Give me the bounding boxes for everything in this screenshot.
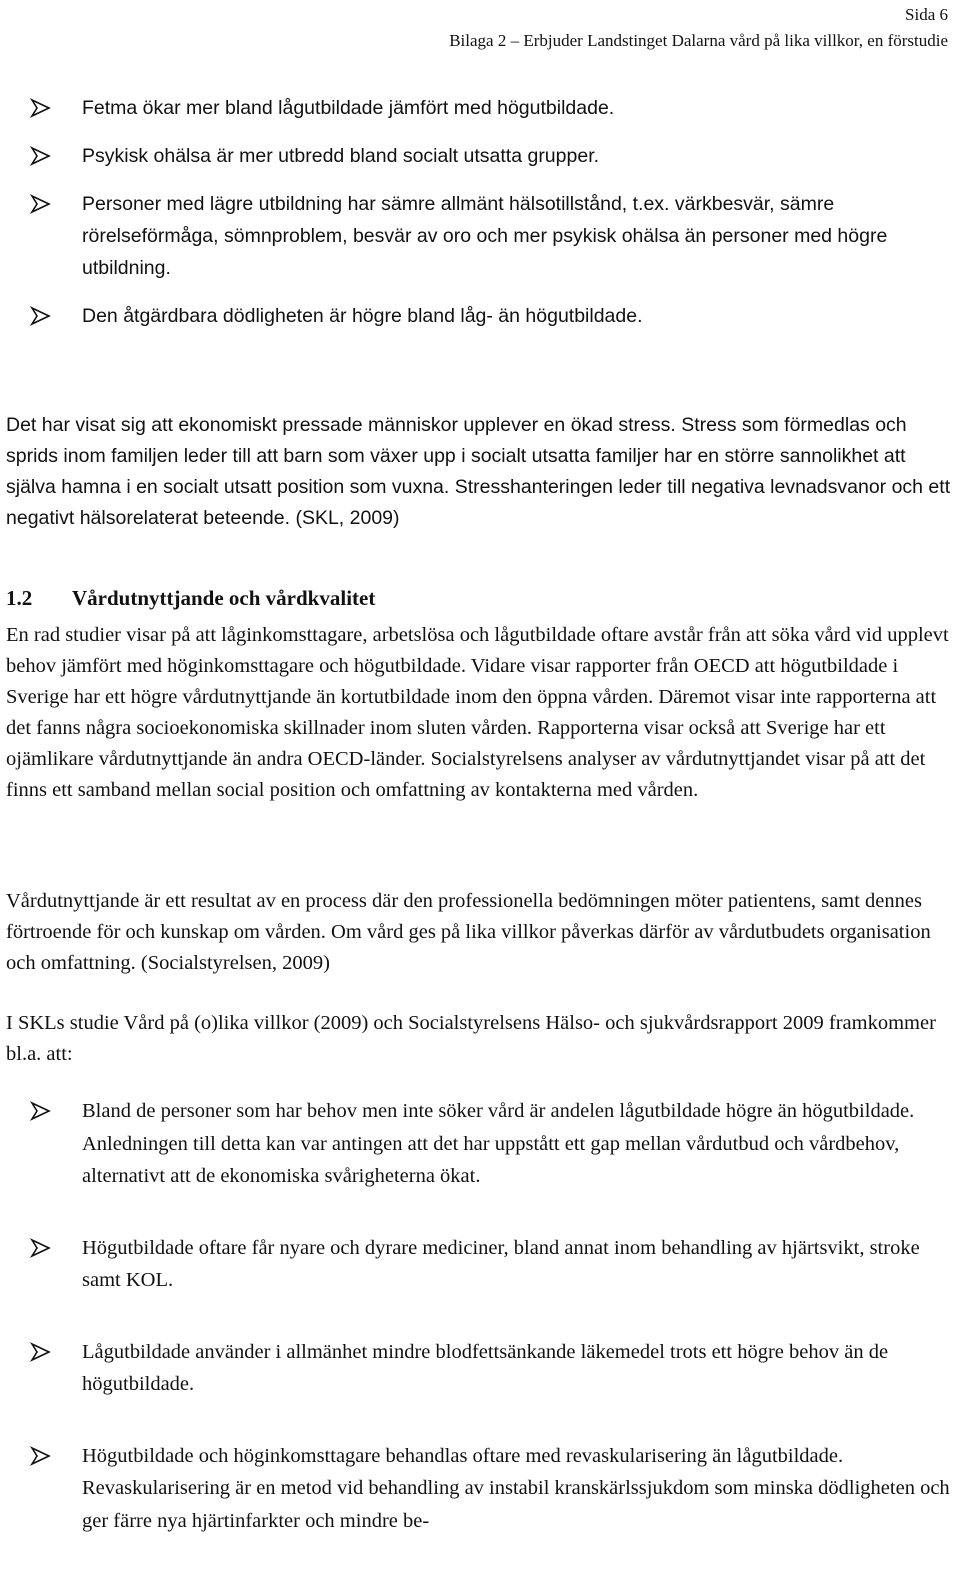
paragraph-process: Vårdutnyttjande är ett resultat av en process där den professionella bedömningen möter patientens, samt dennes förtroende för och kunskap om vården. Om vård ges på lika villkor påverkas därför av vårdutbudets organisation och omfattning. (Socialstyrelsen, 2009) xyxy=(6,890,931,974)
bullet-text: Lågutbildade använder i allmänhet mindre blodfettsänkande läkemedel trots ett högre behov än de högutbildade. xyxy=(82,1340,889,1395)
page-number: Sida 6 xyxy=(905,5,948,24)
paragraph-studies: I SKLs studie Vård på (o)lika villkor (2009) och Socialstyrelsens Hälso- och sjukvårdsrapport 2009 framkommer bl.a. att: xyxy=(6,1012,936,1065)
bullet-text: Högutbildade och höginkomsttagare behandlas oftare med revaskularisering än lågutbildade. Revaskularisering är en metod vid behandling av instabil kranskärlssjukdom som minska dödligheten och ger färre nya hjärtinfarkter och mindre be- xyxy=(82,1444,950,1532)
document-subtitle: Bilaga 2 – Erbjuder Landstinget Dalarna vård på lika villkor, en förstudie xyxy=(449,31,948,50)
bullet-text: Fetma ökar mer bland lågutbildade jämfört med högutbildade. xyxy=(82,97,615,119)
page-header xyxy=(449,2,948,54)
bullet-item xyxy=(0,1336,960,1401)
arrow-bullet-icon xyxy=(30,1342,52,1362)
bullet-list-bottom xyxy=(0,1095,960,1576)
bullet-text: Personer med lägre utbildning har sämre allmänt hälsotillstånd, t.ex. värkbesvär, sämre rörelseförmåga, sömnproblem, besvär av oro och mer psykisk ohälsa än personer med högre utbildning. xyxy=(82,193,888,279)
bullet-item xyxy=(0,1440,960,1538)
bullet-item xyxy=(0,1095,960,1193)
section-number: 1.2 xyxy=(6,586,33,610)
paragraph-utilization: En rad studier visar på att låginkomsttagare, arbetslösa och lågutbildade oftare avstår från att söka vård vid upplevt behov jämfört med höginkomsttagare och högutbildade. Vidare visar rapporter från OECD att högutbildade i Sverige har ett högre vårdutnyttjande än kortutbildade inom den öppna vården. Däremot visar inte rapporterna att det fanns några socioekonomiska skillnader inom sluten vården. Rapporterna visar också att Sverige har ett ojämlikare vårdutnyttjande än andra OECD-länder. Socialstyrelsens analyser av vårdutnyttjandet visar på att det finns ett samband mellan social position och omfattning av kontakterna med vården. xyxy=(6,624,949,801)
bullet-item xyxy=(0,300,960,332)
arrow-bullet-icon xyxy=(30,306,52,326)
arrow-bullet-icon xyxy=(30,194,52,214)
bullet-list-top xyxy=(0,92,960,348)
paragraph-stress: Det har visat sig att ekonomiskt pressade människor upplever en ökad stress. Stress som förmedlas och sprids inom familjen leder till att barn som växer upp i socialt utsatta familjer har en större sannolikhet att själva hamna i en socialt utsatt position som vuxna. Stresshanteringen leder till negativa levnadsvanor och ett negativt hälsorelaterat beteende. (SKL, 2009) xyxy=(6,414,951,529)
bullet-item xyxy=(0,1232,960,1297)
bullet-item xyxy=(0,92,960,124)
bullet-item xyxy=(0,188,960,284)
bullet-text: Den åtgärdbara dödligheten är högre bland låg- än högutbildade. xyxy=(82,305,643,327)
bullet-item xyxy=(0,140,960,172)
bullet-text: Bland de personer som har behov men inte söker vård är andelen lågutbildade högre än högutbildade. Anledningen till detta kan var antingen att det har uppstått ett gap mellan vårdutbud och vårdbehov, alternativt att de ekonomiska svårigheterna ökat. xyxy=(82,1100,915,1187)
bullet-text: Psykisk ohälsa är mer utbredd bland socialt utsatta grupper. xyxy=(82,145,600,167)
section-title: Vårdutnyttjande och vårdkvalitet xyxy=(72,586,376,610)
bullet-text: Högutbildade oftare får nyare och dyrare mediciner, bland annat inom behandling av hjärtsvikt, stroke samt KOL. xyxy=(82,1236,920,1291)
arrow-bullet-icon xyxy=(30,98,52,118)
arrow-bullet-icon xyxy=(30,1238,52,1258)
arrow-bullet-icon xyxy=(30,1101,52,1121)
arrow-bullet-icon xyxy=(30,1446,52,1466)
section-heading xyxy=(6,586,375,611)
arrow-bullet-icon xyxy=(30,146,52,166)
